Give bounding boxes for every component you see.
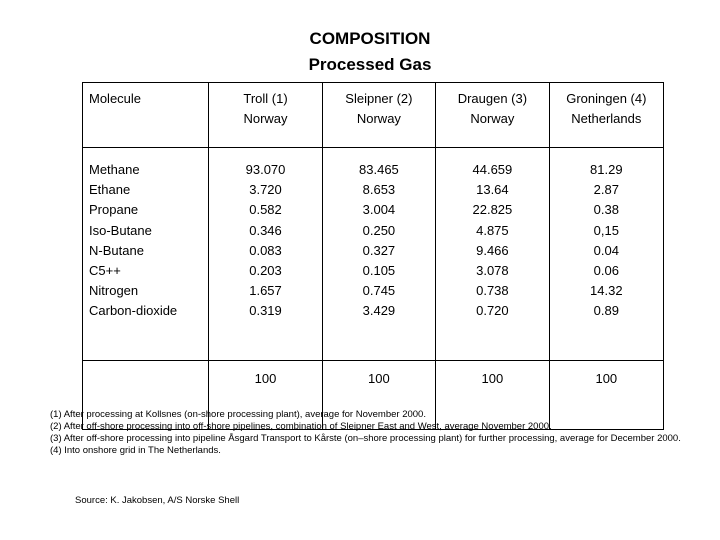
value-cell: 0.105 [362,263,396,279]
molecule-name: Ethane [89,182,131,198]
molecule-list [83,148,209,361]
composition-table [82,82,664,430]
value-cell: 2.87 [593,182,619,198]
value-cell: 0.319 [249,303,282,319]
value-cell: 3.004 [362,202,396,218]
footnote: (3) After off-shore processing into pipeline Åsgard Transport to Kårste (on–shore processing plant) for further processing, average for December 2000. [50,433,681,444]
total-cell: 100 [549,361,663,430]
footnote: (1) After processing at Kollsnes (on-shore processing plant), average for November 2000. [50,409,426,420]
value-cell: 8.653 [362,182,396,198]
draugen-values [436,148,550,361]
header-field-country: Norway [356,111,401,126]
value-cell: 0.083 [249,242,282,258]
footnotes [50,409,681,457]
header-troll [209,83,322,148]
value-cell: 0.582 [249,202,282,218]
value-cell: 22.825 [472,202,513,218]
molecule-name: Iso-Butane [89,222,152,238]
value-cell: 0,15 [593,222,619,238]
value-cell: 93.070 [245,162,286,177]
sleipner-values [322,148,435,361]
value-cell: 3.720 [249,182,282,198]
value-cell: 0.738 [476,283,509,299]
header-field-name: Draugen (3) [457,91,528,106]
header-field-name: Groningen (4) [566,91,647,106]
value-cell: 44.659 [472,162,513,177]
header-field-country: Norway [243,111,288,126]
value-cell: 4.875 [476,222,509,238]
value-cell: 3.429 [362,303,396,319]
molecule-name: C5++ [89,263,121,279]
header-draugen [436,83,550,148]
value-cell: 0.38 [593,202,619,218]
page-title [0,26,720,78]
molecule-name: Carbon-dioxide [89,303,178,319]
value-cell: 0.250 [362,222,396,238]
table-body-row [83,148,664,361]
value-cell: 3.078 [476,263,509,279]
total-cell: 100 [322,361,435,430]
header-molecule: Molecule [83,83,209,148]
value-cell: 0.327 [362,242,396,258]
value-cell: 0.04 [593,242,619,258]
value-cell: 0.89 [593,303,619,319]
value-cell: 1.657 [249,283,282,299]
footnote: (2) After off-shore processing into off-shore pipelines, combination of Sleipner East and West, average November 2000. [50,421,552,432]
troll-values [209,148,322,361]
groningen-values [549,148,663,361]
molecule-name: Methane [89,162,140,177]
header-field-country: Norway [470,111,515,126]
molecule-name: N-Butane [89,242,144,258]
value-cell: 0.745 [362,283,396,299]
value-cell: 9.466 [476,242,509,258]
total-cell: 100 [436,361,550,430]
title-line-1: COMPOSITION [309,29,431,48]
value-cell: 0.346 [249,222,282,238]
header-field-country: Netherlands [571,111,642,126]
header-sleipner [322,83,435,148]
header-field-name: Sleipner (2) [345,91,413,106]
value-cell: 83.465 [359,162,399,177]
footnote: (4) Into onshore grid in The Netherlands. [50,445,221,456]
value-cell: 81.29 [590,162,623,177]
source-note: Source: K. Jakobsen, A/S Norske Shell [75,495,240,506]
molecule-name: Propane [89,202,139,218]
value-cell: 0.720 [476,303,509,319]
value-cell: 14.32 [590,283,623,299]
value-cell: 13.64 [476,182,509,198]
header-groningen [549,83,663,148]
molecule-name: Nitrogen [89,283,139,299]
title-line-2: Processed Gas [308,55,432,74]
total-cell: 100 [209,361,322,430]
value-cell: 0.203 [249,263,282,279]
value-cell: 0.06 [593,263,619,279]
header-field-name: Troll (1) [243,91,288,106]
table-header-row [83,83,664,148]
